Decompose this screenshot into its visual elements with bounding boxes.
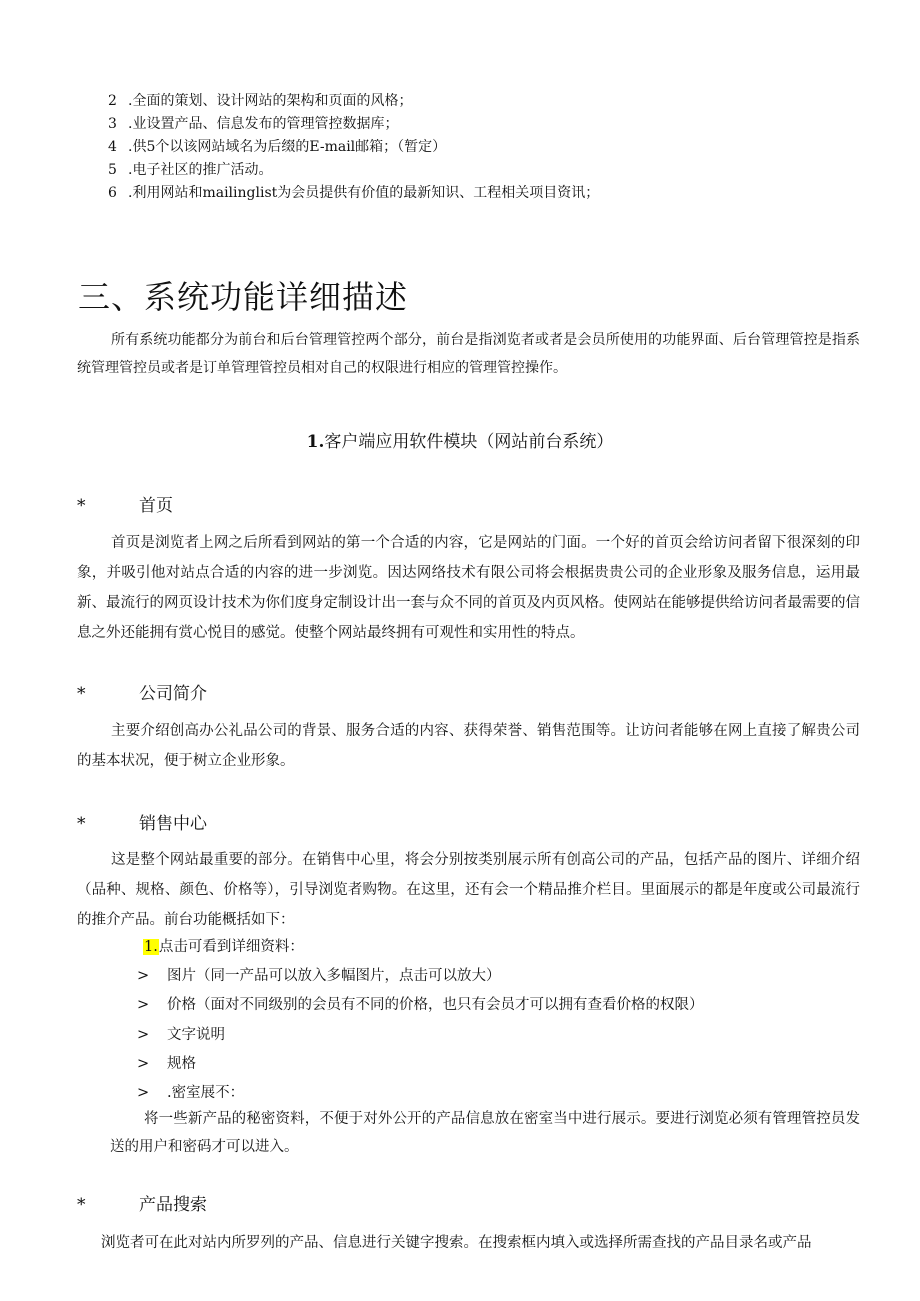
list-item-text: .利用网站和mailinglist为会员提供有价值的最新知识、工程相关项目资讯； bbox=[128, 185, 600, 201]
bullet-item bbox=[137, 995, 704, 1015]
list-item-number: 2 bbox=[108, 93, 117, 109]
section-title: 首页 bbox=[139, 496, 173, 516]
chevron-right-icon: > bbox=[137, 1027, 150, 1043]
section-heading-home bbox=[77, 494, 173, 518]
bullet-text: 文字说明 bbox=[167, 1027, 225, 1043]
list-item-number: 3 bbox=[108, 116, 117, 132]
module-title-number: 1. bbox=[306, 432, 325, 452]
bullet-item bbox=[137, 1054, 196, 1074]
list-item-text: .电子社区的推广活动。 bbox=[128, 162, 273, 178]
chevron-right-icon: > bbox=[137, 968, 150, 984]
bullet-text: 规格 bbox=[167, 1056, 196, 1072]
sales-subheading-text: 点击可看到详细资料： bbox=[158, 939, 304, 955]
section-body-sales: 这是整个网站最重要的部分。在销售中心里，将会分别按类别展示所有创高公司的产品，包括产品的图片、详细介绍（品种、规格、颜色、价格等），引导浏览者购物。在这里，还有会一个精品推介栏目。里面展示的都是年度或公司最流行的推介产品。前台功能概括如下： bbox=[77, 852, 860, 928]
section-marker: * bbox=[77, 684, 86, 704]
module-title bbox=[0, 431, 920, 453]
chapter-intro: 所有系统功能都分为前台和后台管理管控两个部分，前台是指浏览者或者是会员所使用的功能界面、后台管理管控是指系统管理管控员或者是订单管理管控员相对自己的权限进行相应的管理管控操作。 bbox=[77, 332, 860, 376]
list-item-number: 6 bbox=[108, 185, 117, 201]
bullet-item bbox=[137, 1025, 225, 1045]
section-marker: * bbox=[77, 496, 86, 516]
section-body-search: 浏览者可在此对站内所罗列的产品、信息进行关键字搜索。在搜索框内填入或选择所需查找的产品目录名或产品 bbox=[101, 1235, 812, 1251]
section-marker: * bbox=[77, 1195, 86, 1215]
module-title-text: 客户端应用软件模块（网站前台系统） bbox=[324, 432, 614, 452]
section-body-company: 主要介绍创高办公礼品公司的背景、服务合适的内容、获得荣誉、销售范围等。让访问者能够在网上直接了解贵公司的基本状况，便于树立企业形象。 bbox=[77, 723, 860, 769]
list-item bbox=[108, 114, 398, 134]
list-item-number: 4 bbox=[108, 139, 117, 155]
section-heading-sales bbox=[77, 812, 207, 836]
chevron-right-icon: > bbox=[137, 1056, 150, 1072]
section-heading-search bbox=[77, 1193, 207, 1217]
bullet-text: 图片（同一产品可以放入多幅图片，点击可以放大） bbox=[167, 968, 501, 984]
sales-subheading-number: 1. bbox=[144, 939, 158, 955]
sales-subheading bbox=[143, 937, 304, 957]
bullet-item bbox=[137, 1083, 244, 1103]
section-title: 产品搜索 bbox=[139, 1195, 207, 1215]
section-marker: * bbox=[77, 814, 86, 834]
chevron-right-icon: > bbox=[137, 997, 150, 1013]
section-body-home: 首页是浏览者上网之后所看到网站的第一个合适的内容，它是网站的门面。一个好的首页会给访问者留下很深刻的印象，并吸引他对站点合适的内容的进一步浏览。因达网络技术有限公司将会根据贵贵公司的企业形象及服务信息，运用最新、最流行的网页设计技术为你们度身定制设计出一套与众不同的首页及内页风格。使网站在能够提供给访问者最需要的信息之外还能拥有赏心悦目的感觉。使整个网站最终拥有可观性和实用性的特点。 bbox=[77, 535, 860, 641]
bullet-item bbox=[137, 966, 501, 986]
section-title: 公司简介 bbox=[139, 684, 207, 704]
bullet-text: 价格（面对不同级别的会员有不同的价格，也只有会员才可以拥有查看价格的权限） bbox=[167, 997, 704, 1013]
section-heading-company bbox=[77, 682, 207, 706]
list-item bbox=[108, 183, 599, 203]
list-item-number: 5 bbox=[108, 162, 117, 178]
list-item-text: .业设置产品、信息发布的管理管控数据库； bbox=[128, 116, 399, 132]
list-item bbox=[108, 160, 272, 180]
list-item bbox=[108, 91, 412, 111]
section-title: 销售中心 bbox=[139, 814, 207, 834]
bullet-text: .密室展不： bbox=[167, 1085, 245, 1101]
list-item-text: .供5个以该网站域名为后缀的E-mail邮箱；（暂定） bbox=[128, 139, 447, 155]
secret-room-body: 将一些新产品的秘密资料，不便于对外公开的产品信息放在密室当中进行展示。要进行浏览必须有管理管控员发送的用户和密码才可以进入。 bbox=[110, 1111, 860, 1155]
chapter-title: 三、系统功能详细描述 bbox=[78, 278, 409, 316]
chevron-right-icon: > bbox=[137, 1085, 150, 1101]
list-item-text: .全面的策划、设计网站的架构和页面的风格； bbox=[128, 93, 413, 109]
list-item bbox=[108, 137, 446, 157]
